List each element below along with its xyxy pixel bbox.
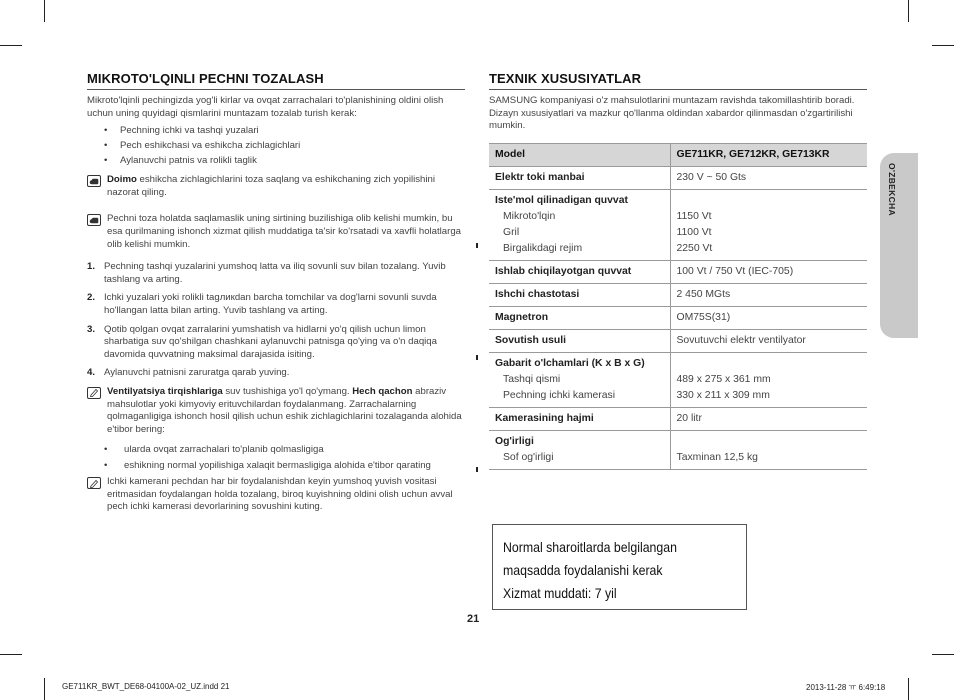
cleaning-parts-list	[87, 123, 465, 168]
page-number: 21	[467, 613, 480, 625]
cleaning-title: MIKROTO'LQINLI PECHNI TOZALASH	[87, 70, 465, 90]
registration-mark	[476, 355, 478, 360]
crop-mark	[932, 654, 954, 655]
table-row: Magnetron OM75S(31)	[489, 306, 867, 329]
crop-mark	[44, 678, 45, 700]
list-item: • ularda ovqat zarrachalari to'planib qolmasligiga	[87, 442, 465, 457]
note-text: eshikcha zichlagichlarini toza saqlang va eshikchaning zich yopilishini nazorat qiling.	[107, 174, 435, 198]
pointing-hand-icon	[87, 175, 101, 187]
list-item: • Pech eshikchasi va eshikcha zichlagichlari	[87, 138, 465, 153]
service-life-line: Normal sharoitlarda belgilangan	[503, 539, 677, 555]
step-item: 2. Ichki yuzalari yoki rolikli tagликdan barcha tomchilar va dog'larni sovunli suvda ho'llangan latta bilan arting. Yuvib tashlang va arting.	[87, 292, 437, 316]
cleaning-intro: Mikroto'lqinli pechingizda yog'li kirlar va ovqat zarrachalari to'planishining oldini olish uchun uning quyidagi qismlarini muntazam tozalab turish kerak:	[87, 95, 444, 119]
note-bold-always: Doimo	[107, 174, 137, 186]
footer-filename: GE711KR_BWT_DE68-04100A-02_UZ.indd 21	[62, 682, 230, 691]
footer-timestamp: 2013-11-28 ㅠ 6:49:18	[806, 683, 886, 692]
note-ventilation: Ventilyatsiya tirqishlariga suv tushishiga yo'l qo'ymang. Hech qachon abraziv mahsulotlar yoki kimyoviy erituvchilardan foydalanmang. Zarrachalarning qolmaganligiga ishonch hosil qilish uchun eshik zichlagichlarini tozalaganda alohida e'tibor bering: • ularda ovqat zarrachalari to'planib qolmasligiga • eshikning normal yopilishiga xalaqit bermasligiga alohida e'tibor qarating	[87, 386, 465, 473]
list-item: • eshikning normal yopilishiga xalaqit bermasligiga alohida e'tibor qarating	[87, 458, 465, 473]
note-inner-cavity: Ichki kamerani pechdan har bir foydalanishdan keyin yumshoq yuvish vositasi eritmasidan foydalangan holda tozalang, biroq kuyishning oldini olish uchun avval pech ichki kamerasi devorlarining sovushini kuting.	[87, 476, 465, 514]
note-text: Pechni toza holatda saqlamaslik uning sirtining buzilishiga olib kelishi mumkin, bu esa qurilmaning ishonch xizmat qilish muddatiga ta'sir ko'rsatadi va xavfli holatlarga olib kelishi mumkin.	[107, 213, 462, 250]
table-row: Elektr toki manbai 230 V ~ 50 Gts	[489, 166, 867, 189]
step-item: 1. Pechning tashqi yuzalarini yumshoq latta va iliq sovunli suv bilan tozalang. Yuvib tashlang va arting.	[87, 261, 446, 285]
language-label: O'ZBEKCHA	[887, 163, 897, 216]
table-row: Ishlab chiqilayotgan quvvat 100 Vt / 750 Vt (IEC-705)	[489, 260, 867, 283]
language-side-tab	[880, 153, 918, 338]
table-row: Og'irligi Sof og'irligi Taxminan 12,5 kg	[489, 430, 867, 469]
table-row: Sovutish usuli Sovutuvchi elektr ventilyator	[489, 329, 867, 352]
registration-mark	[476, 467, 478, 472]
list-item: • Pechning ichki va tashqi yuzalari	[87, 123, 465, 138]
note-surface-damage	[87, 213, 465, 251]
list-item: • Aylanuvchi patnis va rolikli taglik	[87, 153, 465, 168]
crop-mark	[908, 0, 909, 22]
table-row: Gabarit o'lchamlari (K x B x G) Tashqi qismi Pechning ichki kamerasi 489 x 275 x 361 mm 330 x 211 x 309 mm	[489, 352, 867, 407]
ventilation-list	[87, 442, 465, 473]
pencil-note-icon	[87, 387, 101, 399]
specs-intro: SAMSUNG kompaniyasi o'z mahsulotlarini muntazam ravishda takomillashtirib boradi. Dizayn xususiyatlari va mazkur qo'llanma oldindan xabardor qilinmasdan o'zgartirilishi mumkin.	[489, 95, 855, 132]
table-row: Model GE711KR, GE712KR, GE713KR	[489, 143, 867, 166]
service-life-box	[492, 524, 747, 610]
specs-table	[489, 143, 867, 470]
registration-mark	[476, 243, 478, 248]
crop-mark	[0, 654, 22, 655]
service-life-line: Xizmat muddati: 7 yil	[503, 585, 617, 601]
crop-mark	[0, 45, 22, 46]
service-life-line: maqsadda foydalanishi kerak	[503, 562, 663, 578]
cleaning-section	[87, 70, 465, 514]
pencil-note-icon	[87, 477, 101, 489]
crop-mark	[932, 45, 954, 46]
step-item: 4. Aylanuvchi patnisni zaruratga qarab yuving.	[87, 367, 290, 379]
crop-mark	[44, 0, 45, 22]
table-row: Kamerasining hajmi 20 litr	[489, 407, 867, 430]
step-item: 3. Qotib qolgan ovqat zarralarini yumshatish va hidlarni yo'q qilish uchun limon sharbatiga suv qo'shilgan chashkani aylanuvchi patnisga qo'ying va o'n daqiqa davomida quvvatning maksimal darajasida isiting.	[87, 323, 437, 360]
cleaning-steps	[87, 261, 465, 380]
note-door-seals	[87, 174, 465, 199]
table-row: Ishchi chastotasi 2 450 MGts	[489, 283, 867, 306]
table-row: Iste'mol qilinadigan quvvat Mikroto'lqin Gril Birgalikdagi rejim 1150 Vt 1100 Vt 2250 Vt	[489, 189, 867, 260]
specs-section	[489, 70, 867, 470]
pointing-hand-icon	[87, 214, 101, 226]
crop-mark	[908, 678, 909, 700]
specs-title: TEXNIK XUSUSIYATLAR	[489, 70, 867, 90]
